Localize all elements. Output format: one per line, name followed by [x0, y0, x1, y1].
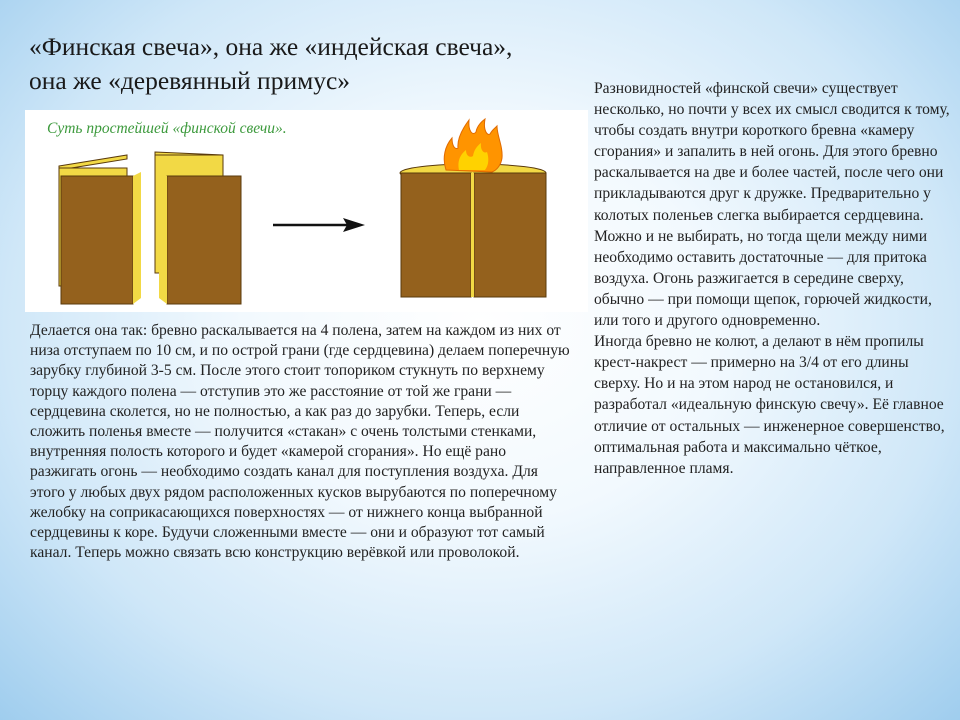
slide-title-line2: она же «деревянный примус»	[29, 66, 351, 95]
right-paragraph-1: Разновидностей «финской свечи» существует несколько, но почти у всех их смысл сводится к тому, чтобы создать внутри короткого бревна «камеру сгорания» и запалить в ней огонь. Для этого бревно раскалывается на две и более частей, после чего они прикладываются друг к дружке. Предварительно у колотых поленьев слегка выбирается сердцевина. Можно и не выбирать, но тогда щели между ними необходимо оставить достаточные — для притока воздуха. Огонь разжигается в середине сверху, обычно — при помощи щепок, горючей жидкости, или того и другого одновременно.	[594, 80, 950, 330]
log-piece-front-left	[61, 176, 133, 304]
right-body-text	[594, 78, 952, 479]
log-half-left	[401, 173, 471, 297]
log-piece-front-left-edge	[133, 172, 141, 304]
finnish-candle-diagram	[25, 110, 588, 312]
right-paragraph-2: Иногда бревно не колют, а делают в нём пропилы крест-накрест — примерно на 3/4 от его длины сверху. Но и на этом народ не остановился, и разработал «идеальную финскую свечу». Её главное отличие от остальных — инженерное совершенство, оптимальная работа и максимально чёткое, направленное пламя.	[594, 333, 945, 477]
log-half-right	[474, 173, 546, 297]
assembled-log	[400, 164, 546, 297]
flame-icon	[444, 119, 502, 172]
illustration-caption: Суть простейшей «финской свечи».	[47, 120, 287, 137]
log-split-gap	[471, 173, 474, 297]
arrow-icon	[273, 218, 365, 232]
left-body-text: Делается она так: бревно раскалывается на 4 полена, затем на каждом из них от низа отступаем по 10 см, и по острой грани (где сердцевина) делаем поперечную зарубку глубиной 3-5 см. После этого стоит топориком стукнуть по верхнему торцу каждого полена — отступив это же расстояние от той же грани — сердцевина сколется, но не полностью, а как раз до зарубки. Теперь, если сложить поленья вместе — получится «стакан» с очень толстыми стенками, внутренняя полость которого и будет «камерой сгорания». Но ещё рано разжигать огонь — необходимо создать канал для поступления воздуха. Для этого у любых двух рядом расположенных кусков вырубаются по поперечному желобку на соприкасающихся поверхностях — от нижнего конца выбранной сердцевины к коре. Будучи сложенными вместе — они и образуют тот самый канал. Теперь можно связать всю конструкцию верёвкой или проволокой.	[30, 322, 570, 562]
log-piece-front-right	[167, 176, 241, 304]
log-piece-front-right-edge	[159, 172, 167, 304]
illustration-panel	[25, 110, 588, 312]
slide-title-line1: «Финская свеча», она же «индейская свеча»,	[29, 32, 513, 61]
